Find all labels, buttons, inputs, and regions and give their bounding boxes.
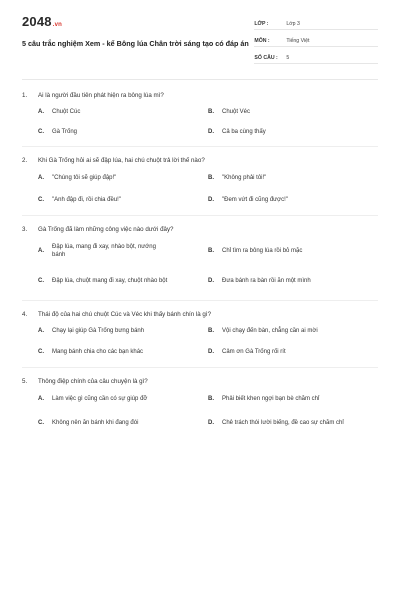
- option-key: C.: [38, 128, 44, 135]
- option-c[interactable]: [38, 266, 208, 296]
- options: [22, 167, 378, 211]
- option-text: "Chúng tôi sẽ giúp đập!": [52, 174, 117, 181]
- question-prompt: Gà Trống đã làm những công việc nào dưới đây?: [38, 225, 174, 233]
- option-key: B.: [208, 328, 214, 335]
- question-prompt: Thái độ của hai chú chuột Cúc và Véc khi thấy bánh chín là gì?: [38, 310, 212, 318]
- option-c[interactable]: [38, 410, 208, 436]
- option-key: B.: [208, 395, 214, 402]
- option-b[interactable]: [208, 167, 378, 189]
- option-d[interactable]: [208, 122, 378, 142]
- option-b[interactable]: [208, 236, 378, 266]
- meta-row-count: [254, 50, 378, 64]
- question-divider: [22, 300, 378, 301]
- option-row: [38, 102, 378, 122]
- meta-label: SỐ CÂU :: [254, 55, 278, 61]
- question-4: [22, 307, 378, 368]
- question-prompt: Khi Gà Trống hỏi ai sẽ đập lúa, hai chú chuột trả lời thế nào?: [38, 156, 205, 164]
- option-text: Chê trách thói lười biếng, đề cao sự chăm chỉ: [222, 419, 344, 426]
- question-1: [22, 88, 378, 147]
- option-a[interactable]: [38, 167, 208, 189]
- option-c[interactable]: [38, 342, 208, 363]
- option-text: Chỉ tìm ra bông lúa rồi bỏ mặc: [222, 247, 303, 254]
- meta-label: LỚP :: [254, 21, 269, 27]
- option-text: Vội chạy đến bàn, chẳng cần ai mời: [222, 328, 318, 335]
- question-3: [22, 222, 378, 301]
- meta-row-class: [254, 16, 378, 30]
- option-text: Làm việc gì cũng cần có sự giúp đỡ: [52, 395, 148, 402]
- question-text: [22, 307, 378, 321]
- option-d[interactable]: [208, 266, 378, 296]
- option-row: [38, 388, 378, 410]
- question-divider: [22, 367, 378, 368]
- option-b[interactable]: [208, 321, 378, 342]
- question-2: [22, 153, 378, 216]
- option-row: [38, 189, 378, 211]
- option-text: Đưa bánh ra bàn rồi ăn một mình: [222, 277, 311, 284]
- question-divider: [22, 146, 378, 147]
- option-text: Gà Trống: [52, 128, 78, 135]
- option-row: [38, 321, 378, 342]
- options: [22, 102, 378, 142]
- options: [22, 236, 378, 296]
- question-text: [22, 374, 378, 388]
- question-number: 3.: [22, 225, 28, 233]
- option-text: Chạy lại giúp Gà Trống bưng bánh: [52, 328, 145, 335]
- option-text: "Anh đập đi, rồi chia đều!": [52, 196, 121, 203]
- question-text: [22, 222, 378, 236]
- option-d[interactable]: [208, 189, 378, 211]
- page-title: 5 câu trắc nghiệm Xem - kể Bông lúa Chân trời sáng tạo có đáp án: [22, 39, 249, 48]
- option-row: [38, 236, 378, 266]
- option-text: "Không phải tôi!": [222, 174, 267, 181]
- header-divider: [22, 79, 378, 80]
- option-text: Đập lúa, mang đi xay, nhào bột, nướng bánh: [52, 243, 156, 258]
- meta-value: Tiếng Việt: [286, 38, 310, 44]
- meta-row-subject: [254, 33, 378, 47]
- question-list: [22, 88, 378, 436]
- option-text: Chuột Véc: [222, 108, 251, 115]
- option-b[interactable]: [208, 388, 378, 410]
- question-prompt: Ai là người đầu tiên phát hiện ra bông lúa mì?: [38, 91, 164, 99]
- option-row: [38, 122, 378, 142]
- option-key: B.: [208, 247, 214, 254]
- question-number: 2.: [22, 156, 28, 164]
- question-number: 4.: [22, 310, 28, 318]
- option-key: A.: [38, 395, 44, 402]
- option-key: D.: [208, 277, 214, 284]
- option-row: [38, 167, 378, 189]
- option-text: Cả ba cùng thấy: [222, 128, 266, 135]
- site-logo[interactable]: [22, 14, 254, 33]
- option-a[interactable]: [38, 388, 208, 410]
- option-text: Phải biết khen ngợi bạn bè chăm chỉ: [222, 395, 320, 402]
- option-a[interactable]: [38, 236, 208, 266]
- option-text: Mang bánh chia cho các bạn khác: [52, 349, 144, 356]
- option-key: B.: [208, 174, 214, 181]
- question-divider: [22, 215, 378, 216]
- option-c[interactable]: [38, 122, 208, 142]
- option-a[interactable]: [38, 102, 208, 122]
- option-key: D.: [208, 196, 214, 203]
- options: [22, 321, 378, 363]
- option-key: A.: [38, 328, 44, 335]
- option-key: A.: [38, 174, 44, 181]
- header: [22, 14, 378, 67]
- question-5: [22, 374, 378, 436]
- option-row: [38, 342, 378, 363]
- option-key: D.: [208, 419, 214, 426]
- option-d[interactable]: [208, 342, 378, 363]
- option-text: Không nên ăn bánh khi đang đói: [52, 419, 139, 426]
- question-number: 1.: [22, 91, 28, 99]
- option-text: Chuột Cúc: [52, 108, 81, 115]
- option-key: A.: [38, 247, 44, 254]
- question-text: [22, 88, 378, 102]
- option-key: D.: [208, 349, 214, 356]
- option-c[interactable]: [38, 189, 208, 211]
- question-text: [22, 153, 378, 167]
- header-left: [22, 14, 254, 49]
- option-key: D.: [208, 128, 214, 135]
- meta-value: Lớp 3: [286, 21, 300, 27]
- option-d[interactable]: [208, 410, 378, 436]
- question-number: 5.: [22, 377, 28, 385]
- option-key: B.: [208, 108, 214, 115]
- option-text: Cảm ơn Gà Trống rối rít: [222, 349, 286, 356]
- option-key: C.: [38, 196, 44, 203]
- option-text: "Đem vứt đi cũng được!": [222, 196, 288, 203]
- option-row: [38, 266, 378, 296]
- option-b[interactable]: [208, 102, 378, 122]
- logo-main: 2048: [22, 14, 52, 29]
- option-text: Đập lúa, chuột mang đi xay, chuột nhào bột: [52, 277, 168, 284]
- logo-tld: .vn: [52, 22, 63, 28]
- option-key: C.: [38, 419, 44, 426]
- option-key: C.: [38, 277, 44, 284]
- meta-value: 5: [286, 55, 290, 61]
- option-key: C.: [38, 349, 44, 356]
- option-a[interactable]: [38, 321, 208, 342]
- option-key: A.: [38, 108, 44, 115]
- option-row: [38, 410, 378, 436]
- meta-info: [254, 16, 378, 67]
- question-prompt: Thông điệp chính của câu chuyện là gì?: [38, 377, 148, 385]
- meta-label: MÔN :: [254, 38, 270, 44]
- options: [22, 388, 378, 436]
